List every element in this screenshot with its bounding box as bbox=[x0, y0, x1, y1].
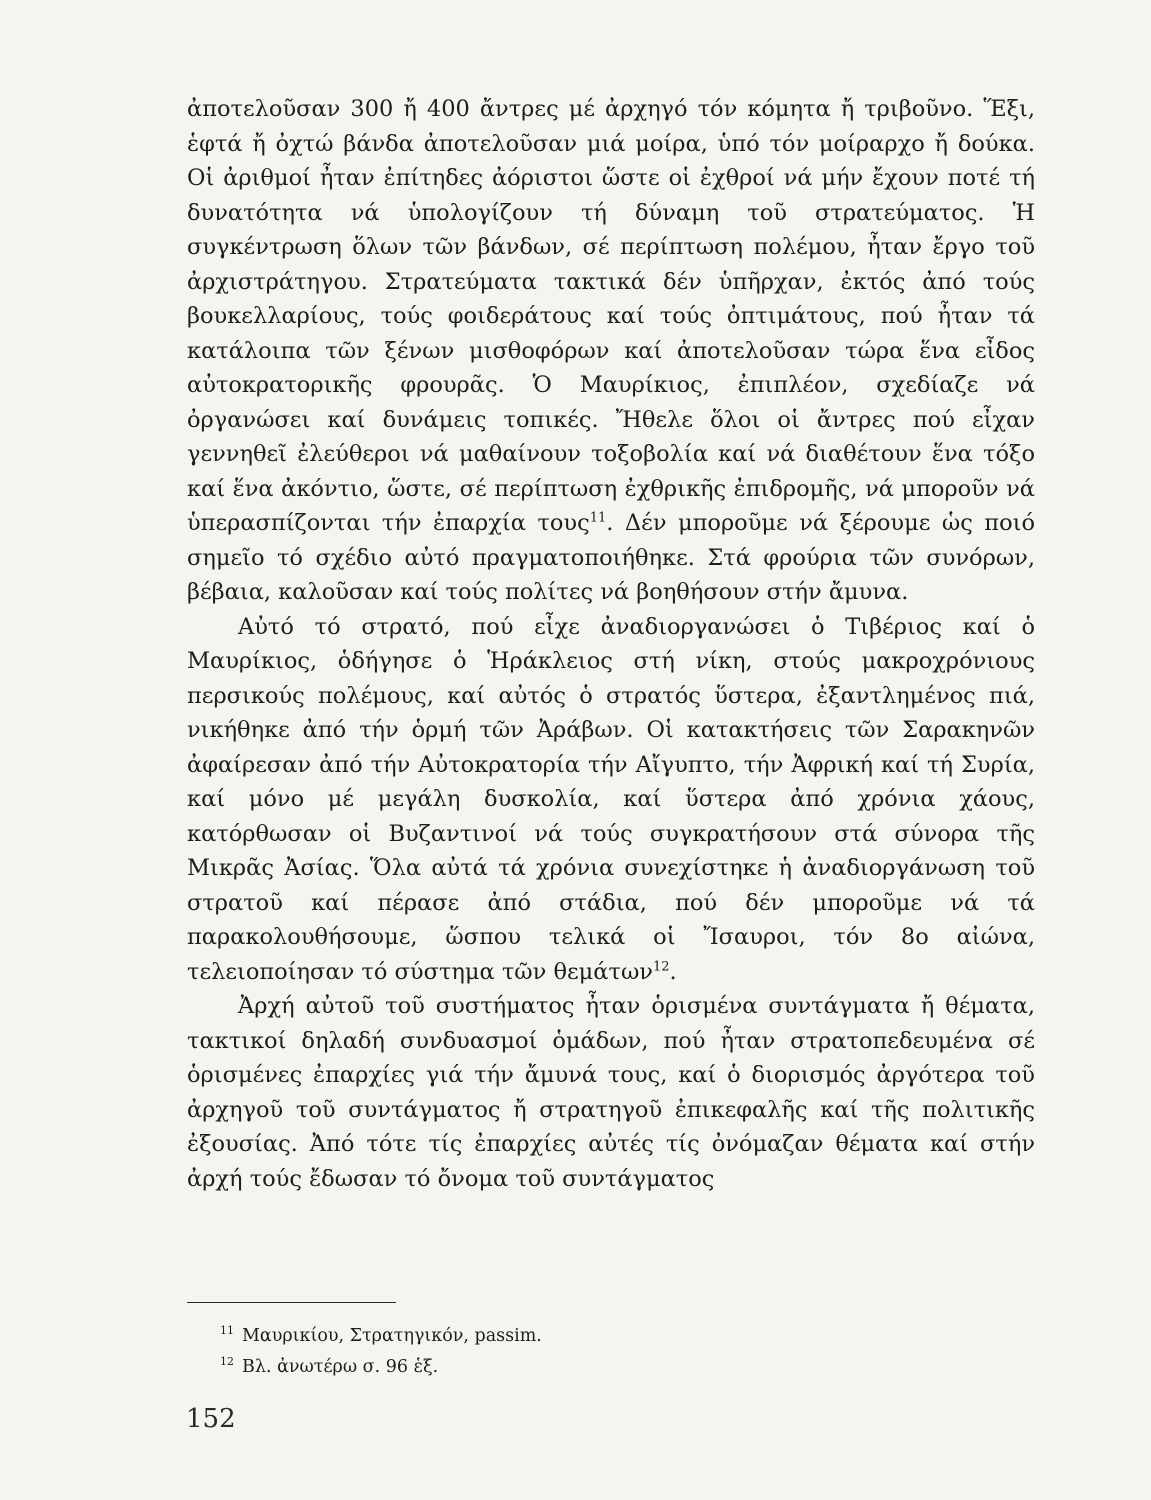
paragraph-1-text: ἀποτελοῦσαν 300 ἤ 400 ἄντρες μέ ἀρχηγό τόν κόμητα ἤ τριβοῦνο. Ἕξι, ἑφτά ἤ ὀχτώ βάνδα ἀποτελοῦσαν μιά μοίρα, ὑπό τόν μοίραρχο ἤ δούκα. Οἱ ἀριθμοί ἦταν ἐπίτηδες ἀόριστοι ὥστε οἱ ἐχθροί νά μήν ἔχουν ποτέ τή δυνατότητα νά ὑπολογίζουν τή δύναμη τοῦ στρατεύματος. Ἡ συγκέντρωση ὅλων τῶν βάνδων, σέ περίπτωση πολέμου, ἦταν ἔργο τοῦ ἀρχιστράτηγου. Στρατεύματα τακτικά δέν ὑπῆρχαν, ἐκτός ἀπό τούς βουκελλαρίους, τούς φοιδεράτους καί τούς ὀπτιμάτους, πού ἦταν τά κατάλοιπα τῶν ξένων μισθοφόρων καί ἀποτελοῦσαν τώρα ἕνα εἶδος αὐτοκρατορικῆς φρουρᾶς. Ὁ Μαυρίκιος, ἐπιπλέον, σχεδίαζε νά ὀργανώσει καί δυνάμεις τοπικές. Ἤθελε ὅλοι οἱ ἄντρες πού εἶχαν γεννηθεῖ ἐλεύθεροι νά μαθαίνουν τοξοβολία καί νά διαθέτουν ἕνα τόξο καί ἕνα ἀκόντιο, ὥστε, σέ περίπτωση ἐχθρικῆς ἐπιδρομῆς, νά μποροῦν νά ὑπερασπίζονται τήν ἐπαρχία τους bbox=[187, 96, 1035, 536]
paragraph-1-tail: . Δέν μποροῦμε νά ξέρουμε ὡς ποιό σημεῖο τό σχέδιο αὐτό πραγματοποιήθηκε. Στά φρούρια τῶν συνόρων, βέβαια, καλοῦσαν καί τούς πολίτες νά βοηθήσουν στήν ἄμυνα. bbox=[187, 510, 1035, 605]
paragraph-3-text: Ἀρχή αὐτοῦ τοῦ συστήματος ἦταν ὁρισμένα συντάγματα ἤ θέματα, τακτικοί δηλαδή συνδυασμοί ὁμάδων, πού ἦταν στρατοπεδευμένα σέ ὁρισμένες ἐπαρχίες γιά τήν ἄμυνά τους, καί ὁ διορισμός ἀργότερα τοῦ ἀρχηγοῦ τοῦ συντάγματος ἤ στρατηγοῦ ἐπικεφαλῆς καί τῆς πολιτικῆς ἐξουσίας. Ἀπό τότε τίς ἐπαρχίες αὐτές τίς ὀνόμαζαν θέματα καί στήν ἀρχή τούς ἔδωσαν τό ὄνομα τοῦ συντάγματος bbox=[187, 993, 1035, 1192]
footnote-text: Βλ. ἀνωτέρω σ. 96 ἑξ. bbox=[242, 1357, 439, 1377]
footnote-12 bbox=[220, 1349, 542, 1380]
footnote-number: 11 bbox=[220, 1324, 234, 1337]
footnote-separator bbox=[187, 1302, 396, 1303]
footnote-11 bbox=[220, 1318, 542, 1349]
paragraph-2-text: Αὐτό τό στρατό, πού εἶχε ἀναδιοργανώσει ὁ Τιβέριος καί ὁ Μαυρίκιος, ὁδήγησε ὁ Ἡράκλειος στή νίκη, στούς μακροχρόνιους περσικούς πολέμους, καί αὐτός ὁ στρατός ὕστερα, ἐξαντλημένος πιά, νικήθηκε ἀπό τήν ὁρμή τῶν Ἀράβων. Οἱ κατακτήσεις τῶν Σαρακηνῶν ἀφαίρεσαν ἀπό τήν Αὐτοκρατορία τήν Αἴγυπτο, τήν Ἀφρική καί τή Συρία, καί μόνο μέ μεγάλη δυσκολία, καί ὕστερα ἀπό χρόνια χάους, κατόρθωσαν οἱ Βυζαντινοί νά τούς συγκρατήσουν στά σύνορα τῆς Μικρᾶς Ἀσίας. Ὅλα αὐτά τά χρόνια συνεχίστηκε ἡ ἀναδιοργάνωση τοῦ στρατοῦ καί πέρασε ἀπό στάδια, πού δέν μποροῦμε νά τά παρακολουθήσουμε, ὥσπου τελικά οἱ Ἴσαυροι, τόν 8ο αἰώνα, τελειοποίησαν τό σύστημα τῶν θεμάτων bbox=[187, 613, 1035, 985]
paragraph-3 bbox=[187, 989, 1035, 1196]
footnote-ref-11: 11 bbox=[589, 510, 607, 526]
paragraph-2 bbox=[187, 610, 1035, 990]
paragraph-1 bbox=[187, 92, 1035, 610]
footnotes bbox=[220, 1318, 542, 1380]
footnote-ref-12: 12 bbox=[652, 959, 670, 974]
page-number: 152 bbox=[186, 1404, 236, 1434]
paragraph-2-tail: . bbox=[669, 958, 677, 985]
main-text bbox=[187, 92, 1035, 1196]
footnote-text: Μαυρικίου, Στρατηγικόν, passim. bbox=[242, 1326, 542, 1346]
footnote-number: 12 bbox=[220, 1355, 234, 1368]
